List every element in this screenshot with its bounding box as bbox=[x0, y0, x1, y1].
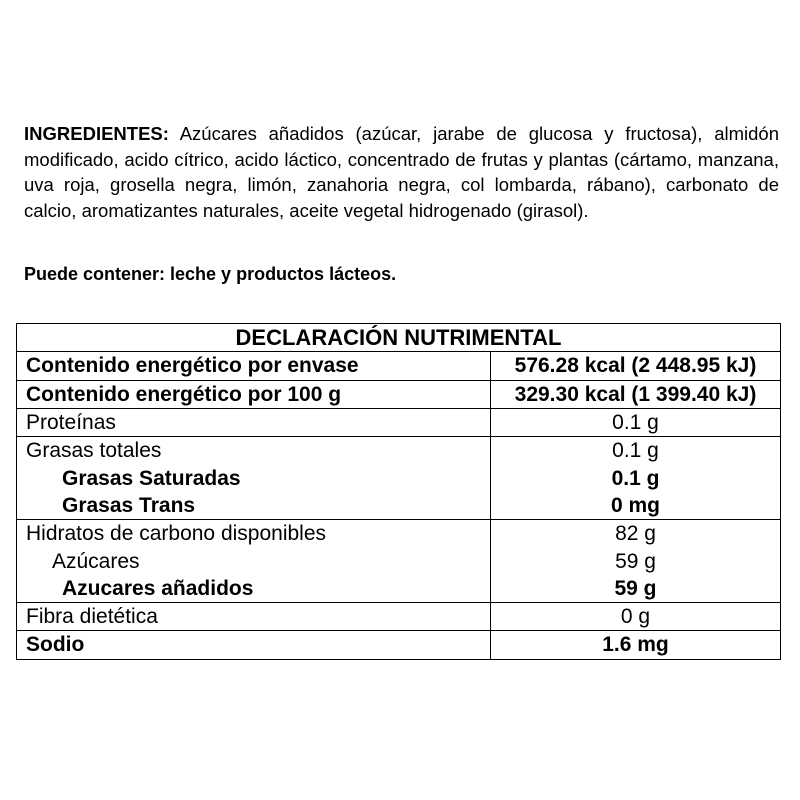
table-row bbox=[17, 492, 781, 520]
row-label: Grasas Saturadas bbox=[17, 464, 491, 491]
row-value: 0.1 g bbox=[491, 437, 781, 465]
row-value: 0.1 g bbox=[491, 464, 781, 491]
row-label: Contenido energético por 100 g bbox=[17, 380, 491, 408]
row-value: 0.1 g bbox=[491, 408, 781, 436]
nutrition-table bbox=[16, 323, 781, 660]
row-label: Azúcares bbox=[17, 547, 491, 574]
table-title-row bbox=[17, 324, 781, 352]
table-row bbox=[17, 520, 781, 548]
table-row bbox=[17, 352, 781, 380]
row-label: Grasas Trans bbox=[17, 492, 491, 520]
row-label: Contenido energético por envase bbox=[17, 352, 491, 380]
row-value: 1.6 mg bbox=[491, 631, 781, 659]
row-label: Azucares añadidos bbox=[17, 575, 491, 603]
ingredients-paragraph bbox=[24, 121, 779, 223]
allergen-warning: Puede contener: leche y productos lácteos. bbox=[24, 264, 397, 284]
table-title: DECLARACIÓN NUTRIMENTAL bbox=[17, 324, 781, 352]
table-row bbox=[17, 437, 781, 465]
row-value: 0 mg bbox=[491, 492, 781, 520]
row-label: Sodio bbox=[17, 631, 491, 659]
table-row bbox=[17, 547, 781, 574]
table-row bbox=[17, 380, 781, 408]
row-value: 82 g bbox=[491, 520, 781, 548]
table-row bbox=[17, 575, 781, 603]
table-row bbox=[17, 408, 781, 436]
row-value: 576.28 kcal (2 448.95 kJ) bbox=[491, 352, 781, 380]
row-value: 0 g bbox=[491, 602, 781, 630]
row-value: 59 g bbox=[491, 575, 781, 603]
row-label: Grasas totales bbox=[17, 437, 491, 465]
row-label: Fibra dietética bbox=[17, 602, 491, 630]
ingredients-label: INGREDIENTES: bbox=[24, 123, 169, 144]
row-value: 59 g bbox=[491, 547, 781, 574]
table-row bbox=[17, 464, 781, 491]
table-row bbox=[17, 631, 781, 659]
ingredients-text: Azúcares añadidos (azúcar, jarabe de glucosa y fructosa), almidón modificado, acido cítrico, acido láctico, concentrado de frutas y plantas (cártamo, manzana, uva roja, grosella negra, limón, zanahoria negra, col lombarda, rábano), carbonato de calcio, aromatizantes naturales, aceite vegetal hidrogenado (girasol). bbox=[24, 123, 779, 221]
row-label: Proteínas bbox=[17, 408, 491, 436]
row-value: 329.30 kcal (1 399.40 kJ) bbox=[491, 380, 781, 408]
table-row bbox=[17, 602, 781, 630]
row-label: Hidratos de carbono disponibles bbox=[17, 520, 491, 548]
